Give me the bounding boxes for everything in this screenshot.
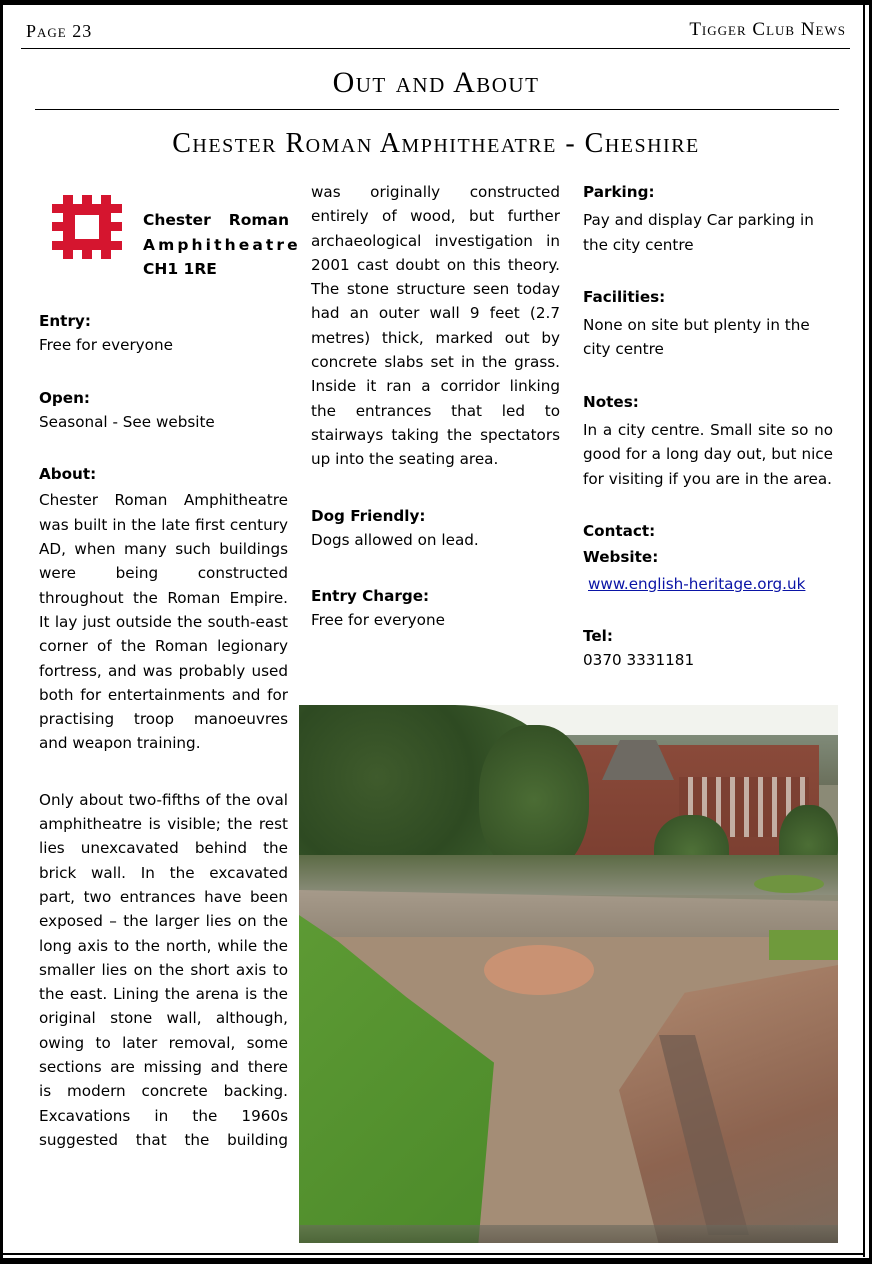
about-paragraph-2-continued: was originally constructed entirely of wood, but further archaeological investigation in 2001 cast doubt on this theory. The stone structure seen today had an outer wall 9 feet (2.7 metres) thick, marked out by concrete slabs set in the grass. Inside it ran a corridor linking the entrances that led to stairways taking the spectators up into the seating area. xyxy=(311,183,560,469)
facilities-value: None on site but plenty in the city centre xyxy=(583,316,810,359)
article-title: Chester Roman Amphitheatre - Cheshire xyxy=(172,128,700,159)
about-paragraph-1: Chester Roman Amphitheatre was built in the late first century AD, when many such buildings were being constructed throughout the Roman Empire. It lay just outside the south-east corner of the Roman legionary fortress, and was probably used both for entertainments and for practising troop manoeuvres and weapon training. xyxy=(39,491,288,753)
page-border-left xyxy=(0,0,3,1264)
english-heritage-logo-icon xyxy=(50,193,124,261)
address-line1-a: Chester xyxy=(143,211,211,229)
website-label: Website: xyxy=(583,548,659,567)
entry-charge-value: Free for everyone xyxy=(311,611,445,630)
about-paragraph-2: Only about two-fifths of the oval amphitheatre is visible; the rest lies unexcavated behind the brick wall. In the excavated part, two entrances have been exposed – the larger lies on the long axis to the north, while the smaller lies on the short axis to the east. Lining the arena is the original stone wall, although, owing to later removal, some sections are missing and there is modern concrete backing. Excavations in the 1960s suggested that the building xyxy=(39,790,288,1149)
column-left xyxy=(39,309,288,1152)
page-number: Page 23 xyxy=(26,21,93,41)
entry-charge-label: Entry Charge: xyxy=(311,587,430,606)
tel-value: 0370 3331181 xyxy=(583,651,695,670)
facilities-label: Facilities: xyxy=(583,287,666,306)
dog-friendly-value: Dogs allowed on lead. xyxy=(311,530,479,549)
about-label: About: xyxy=(39,465,97,484)
open-value: Seasonal - See website xyxy=(39,412,215,431)
page-border-right-inner xyxy=(863,5,865,1257)
address-line2: Amphitheatre xyxy=(143,235,301,254)
parking-value: Pay and display Car parking in the city centre xyxy=(583,211,814,254)
contact-label: Contact: xyxy=(583,521,656,540)
page-border-top xyxy=(0,0,872,5)
header-divider xyxy=(21,48,850,49)
amphitheatre-photo xyxy=(299,705,838,1243)
address-line1-b: Roman xyxy=(228,211,289,229)
tel-label: Tel: xyxy=(583,626,613,645)
section-title: Out and About xyxy=(332,66,540,99)
address-postcode: CH1 1RE xyxy=(143,260,217,278)
publication-name: Tigger Club News xyxy=(689,19,846,40)
parking-label: Parking: xyxy=(583,183,655,201)
notes-value: In a city centre. Small site so no good for a long day out, but nice for visiting if you are in the area. xyxy=(583,421,833,488)
column-middle xyxy=(311,180,560,633)
dog-friendly-label: Dog Friendly: xyxy=(311,506,426,525)
notes-label: Notes: xyxy=(583,392,639,411)
page-border-bottom-inner xyxy=(3,1253,865,1255)
open-label: Open: xyxy=(39,388,90,407)
section-divider xyxy=(35,109,839,110)
entry-label: Entry: xyxy=(39,312,91,330)
column-right xyxy=(583,180,833,672)
entry-value: Free for everyone xyxy=(39,336,173,355)
page-border-bottom-outer xyxy=(0,1258,872,1264)
website-link[interactable]: www.english-heritage.org.uk xyxy=(588,574,806,593)
site-address xyxy=(143,208,301,282)
